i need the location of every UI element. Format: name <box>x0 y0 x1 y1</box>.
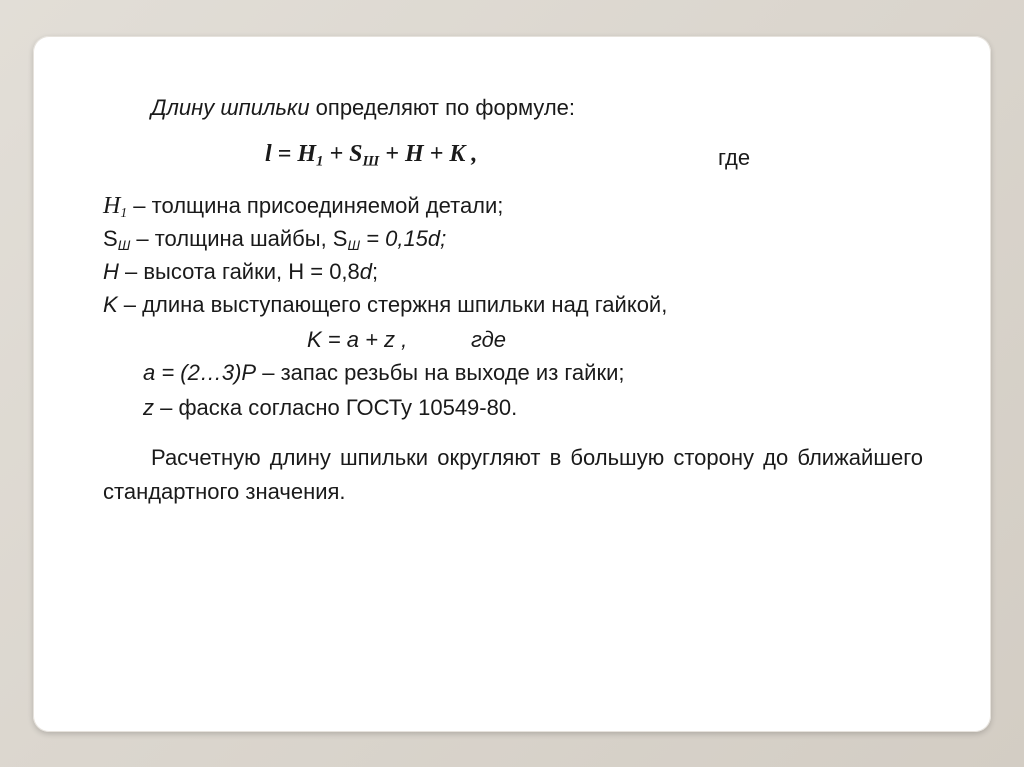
def-z-text: – фаска согласно ГОСТу 10549-80. <box>154 395 518 420</box>
formula-plus1: + <box>323 141 350 167</box>
def-s-symbol: S <box>103 226 118 251</box>
formula-plus2: + <box>379 141 405 167</box>
formula-plus3: + <box>423 141 450 167</box>
formula-comma: , <box>465 141 478 167</box>
def-k-text: – длина выступающего стержня шпильки над гайкой, <box>117 292 668 317</box>
formula-s: S <box>349 141 363 167</box>
def-h1 <box>103 192 503 220</box>
intro-line <box>151 94 575 122</box>
formula-sub1: 1 <box>316 153 324 170</box>
def-k-symbol: K <box>103 292 118 317</box>
def-h1-sub: 1 <box>120 205 128 221</box>
def-a-expr: a = (2…3)P <box>143 360 257 385</box>
def-s-value: = 0,15d; <box>360 226 447 251</box>
def-z-symbol: z <box>143 395 154 420</box>
def-s-sub: Ш <box>117 238 131 254</box>
k-formula: K = a + z , <box>307 327 408 352</box>
def-h-symbol: H <box>103 259 119 284</box>
def-h1-text: – толщина присоединяемой детали; <box>127 193 504 218</box>
rounding-paragraph: Расчетную длину шпильки округляют в большую сторону до ближайшего стандартного значения. <box>103 445 923 504</box>
main-formula <box>265 140 477 168</box>
formula-l: l <box>265 141 272 167</box>
intro-rest: определяют по формуле: <box>309 95 576 120</box>
def-s-text: – толщина шайбы, S <box>130 226 348 251</box>
def-k <box>103 291 667 319</box>
def-h-d: d <box>359 259 373 284</box>
def-h1-symbol: H <box>103 193 121 219</box>
def-a-text: – запас резьбы на выходе из гайки; <box>256 360 625 385</box>
slide <box>33 36 991 732</box>
formula-eq: = <box>271 141 298 167</box>
formula-h1: H <box>297 141 317 167</box>
k-formula-where: где <box>471 327 506 352</box>
formula-h: H <box>404 141 424 167</box>
def-h-text: – высота гайки, Н = 0,8 <box>118 259 360 284</box>
formula-k: K <box>449 141 466 167</box>
def-s <box>103 225 446 253</box>
def-h <box>103 258 378 286</box>
formula-sub-sh: Ш <box>362 153 380 170</box>
def-h-end: ; <box>372 259 379 284</box>
formula-where: где <box>718 145 751 170</box>
def-z <box>143 394 517 422</box>
def-a <box>143 359 624 387</box>
intro-italic: Длину шпильки <box>151 95 310 120</box>
def-s-sub2: Ш <box>347 238 361 254</box>
